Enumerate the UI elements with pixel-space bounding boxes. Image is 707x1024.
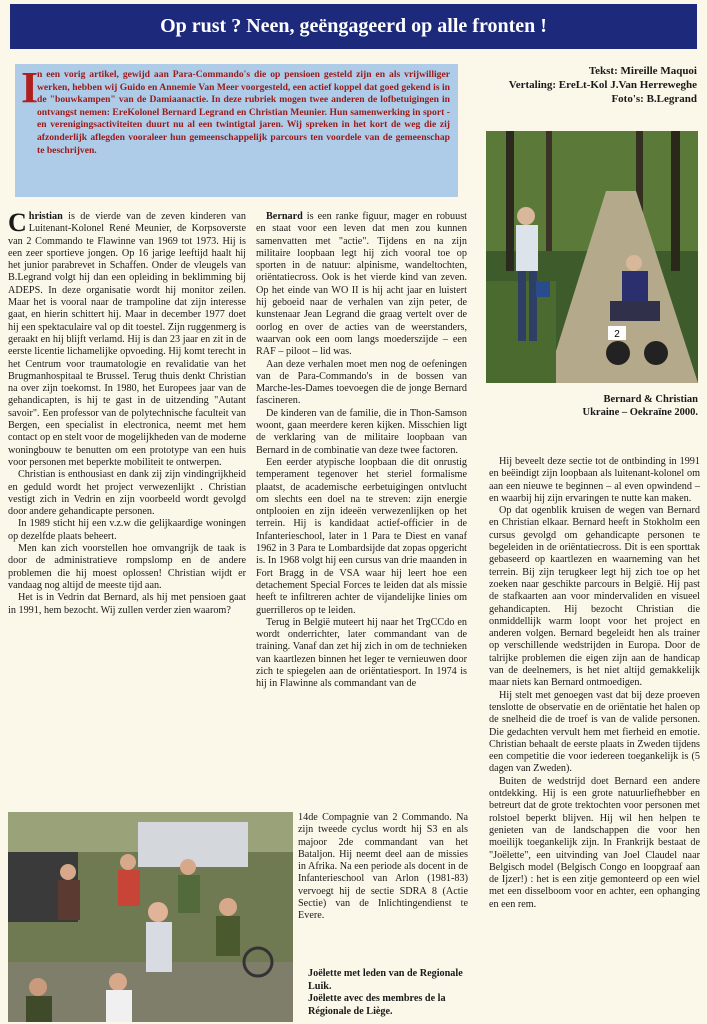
paragraph-text: is een ranke figuur, mager en robuust en staat voor een leven dat men zou kunnen samenvatten met "actie". Tijdens en na zijn militaire loopbaan legt hij zich vooral toe op sporten in de natuur: alpinisme, wandeltochten, oriëntatiecross. Ook is het vierde kind van zeven. Op het einde van WO II is hij acht jaar en luistert hij geboeid naar de verhalen van zijn peter, de kunstenaar Jean Legrand die graag vertelt over de oorlog en over de acties van de weerstanders, waarvan ook een oom langs moederszijde – een RAF – piloot – lid was. — [256, 211, 467, 358]
paragraph: Buiten de wedstrijd doet Bernard een andere ontdekking. Hij is een grote natuurliefhebber en betreurt dat de grote trektochten voor personen met rolstoel beperkt blijven. Hij wil hen helpen te genieten van de landschappen die voor hen moeilijk toegankelijk zijn. In Frankrijk bestaat de "Joëlette", een uitvinding van Joel Claudel naar Belgisch model (Belgisch Congo en loopgraaf aan de Ijzer!) : het is een zitje gemonteerd op een wiel met een disselboom voor en achter, een ophanging en een rem. — [489, 775, 700, 910]
paragraph: Een eerder atypische loopbaan die dit onrustig temperament tegenover het steriel formalisme plaatst, de academische eerbetuigingen ontvlucht om slechts een doel na te streven: zijn energie ontplooien en zijn ideeën verwezenlijken op het terrein. Hij is kandidaat actief-officier in de Infanterieschool, later in 1 Para te Diest en vanaf 1962 in 3 Para te Lombardsijde dat zopas opgericht is. In 1968 volgt hij een cursus van drie maanden in Fort Bragg in de VSA waar hij leert hoe een detachement Special Forces te leiden dat als missie heeft te infiltreren achter de vijandelijke linies om guerrilleros op te leiden. — [256, 456, 467, 616]
column-together — [489, 456, 700, 1022]
column-bernard — [256, 211, 467, 809]
column-bernard-continued — [298, 812, 468, 942]
lead-word: Bernard — [266, 211, 303, 222]
credit-translation: Vertaling: EreLt-Kol J.Van Herreweghe — [508, 79, 697, 91]
credit-text: Tekst: Mireille Maquoi — [588, 65, 697, 77]
photo-caption — [486, 393, 698, 419]
paragraph: Men kan zich voorstellen hoe omvangrijk de taak is door de administratieve rompslomp en de andere problemen die hij moest oplossen! Christian wijdt er vandaag nog altijd de meeste tijd aan. — [8, 543, 246, 591]
paragraph: Terug in België muteert hij naar het TrgCCdo en wordt onderrichter, later commandant van de training. Vanaf dan zet hij zich in om de technieken van kaartlezen binnen het leger te vernieuwen door zich te spiegelen aan de oriëntatiesport. In 1974 is hij in Flawinne als commandant van de — [256, 616, 467, 690]
group-photo — [8, 812, 293, 1022]
christian-paragraph — [8, 211, 246, 469]
lead-word: hristian — [28, 211, 63, 222]
intro-box — [15, 64, 458, 197]
intro-drop-cap: I — [21, 63, 39, 112]
credit-photos: Foto's: B.Legrand — [611, 93, 697, 105]
caption-nl: Joëlette met leden van de Regionale Luik. — [308, 968, 463, 992]
paragraph: Op dat ogenblik kruisen de wegen van Bernard en Christian elkaar. Bernard heeft in Stokholm een cursus gevolgd om gehandicapte personen te begeleiden in de oriëntatiecross. Dit is een sporttak gebaseerd op kaartlezen en waarneming van het terrein. Bij zijn terugkeer legt hij zich toe op het zoeken naar geschikte parcours in België. Hij past de stafkaarten aan voor mindervaliden en visueel gehandicapten. Hij bezocht Christian die onmiddellijk warm loopt voor het project en anderen volgen. Bernard begeleidt hen als trainer op verschillende wedstrijden in Europa. Door de talrijke problemen die eigen zijn aan de handicap van de deelnemers, is het niet altijd gemakkelijk maar niets kan Bernard ontmoedigen. — [489, 505, 700, 689]
paragraph: 14de Compagnie van 2 Commando. Na zijn tweede cyclus wordt hij S3 en als majoor 2de commandant van het Bataljon. Hij neemt deel aan de missies in Afrika. Na een periode als docent in de Infanterieschool van Arlon (1981-83) vervoegt hij de sectie SDRA 8 (Actie Sectie) van de Inlichtingendienst te Evere. — [298, 812, 468, 922]
paragraph: Aan deze verhalen moet men nog de oefeningen van de Para-Commando's in de bossen van Marche-les-Dames toevoegen die de jonge Bernard fascineren. — [256, 358, 467, 407]
drop-cap: C — [8, 211, 27, 237]
caption-line: Ukraine – Oekraïne 2000. — [582, 407, 698, 418]
forest-photo — [486, 131, 698, 383]
paragraph: Christian is enthousiast en dank zij zijn vindingrijkheid en geduld wordt het project verwezenlijkt . Christian vestigt zich in Vedrin en zijn voorbeeld wordt gevolgd door andere gehandicapte personen. — [8, 469, 246, 518]
intro-text: n een vorig artikel, gewijd aan Para-Commando's die op pensioen gesteld zijn en als vrijwilliger werken, hebben wij Guido en Annemie Van Meer voorgesteld, een actief koppel dat goed gekend is in de "bouwkampen" van de Damiaanactie. In deze rubriek mogen twee anderen de lofbetuigingen in ontvangst nemen: ErеKolonel Bernard Legrand en Christian Meunier. Hun samenwerking in sport - en verenigingsactiviteiten duurt nu al een twintigtal jaren. Wij spreken in het kort de weg die zij afzonderlijk aflegden vooraleer hun gemeenschappelijk parcours ten voordele van de gemeenschap te beschrijven. — [37, 69, 450, 156]
column-christian — [8, 211, 246, 803]
bib-number: 2 — [614, 329, 620, 340]
caption-line: Bernard & Christian — [603, 394, 698, 405]
page-title: Op rust ? Neen, geëngageerd op alle fronten ! — [10, 4, 697, 49]
credits — [467, 64, 697, 106]
photo-caption-joelette — [308, 968, 468, 1018]
photo-bernard-christian — [486, 131, 698, 383]
paragraph: Het is in Vedrin dat Bernard, als hij met pensioen gaat in 1991, hem bezocht. Wij zullen verder zien waarom? — [8, 592, 246, 616]
bernard-paragraph — [256, 211, 467, 359]
paragraph: In 1989 sticht hij een v.z.w die gelijkaardige woningen op dezelfde plaats beheert. — [8, 518, 246, 542]
paragraph-text: is de vierde van de zeven kinderen van Luitenant-Kolonel René Meunier, de Korpsoverste van 2 Commando te Flawinne van 1969 tot 1973. Hij is een zeer sportieve jongen. Op 16 jarige leeftijd haalt hij het junior parabrevet in Schaffen. Onder de vleugels van B.Legrand volgt hij dan een opleiding in beklimming bij ADEPS. In deze organisatie wordt hij monitor zeilen. Maar het is vooral naar de trampoline dat zijn interesse gaat, en hierin schittert hij. Maar in december 1977 doet hij een spektaculaire val op dit toestel. Zijn ruggenmerg is geraakt en hij blijft verlamd. Hij is dan 23 jaar en zit in de eerste licentie lichamelijke opvoeding. Hij komt terecht in het Centrum voor traumatologie en revalidatie van het Brugmanhospitaal te Brussel. Terug thuis denkt Christian na over zijn toekomst. In 1980, het Europees jaar van de gehandicapten, is hij te gast in de uitzending "Autant savoir". Een professor van de polytechnische faculteit van Bergen, een specialist in electronica, neemt met hem contact op en stelt voor de mogelijkheden van de moderne woningbouw te benutten om een prototype van een huis voor personen met beperkte mobiliteit te ontwerpen. — [8, 211, 246, 468]
photo-joelette-group — [8, 812, 293, 1022]
paragraph: De kinderen van de familie, die in Thon-Samson woont, gaan meerdere keren kijken. Misschien ligt de verklaring van de militaire loopbaan van Bernard in de combinatie van deze twee factoren. — [256, 407, 467, 456]
paragraph: Hij beveelt deze sectie tot de ontbinding in 1991 en beëindigt zijn loopbaan als luitenant-kolonel om aan een nieuwe te beginnen – al even opwindend – en waarbij hij zijn ervaringen te nutte kan maken. — [489, 456, 700, 504]
caption-fr: Joëlette avec des membres de la Régionale de Liège. — [308, 993, 446, 1017]
paragraph: Hij stelt met genoegen vast dat bij deze proeven tenslotte de observatie en de oriëntatie het halen op de snelheid die de troef is van de valide personen. Die gedachten vervult hem met fierheid en emotie. Christian behaalt de eerste plaats in Zweden tijdens een competitie die voor iedereen toegankelijk is (5 dagen van Zweden). — [489, 689, 700, 775]
